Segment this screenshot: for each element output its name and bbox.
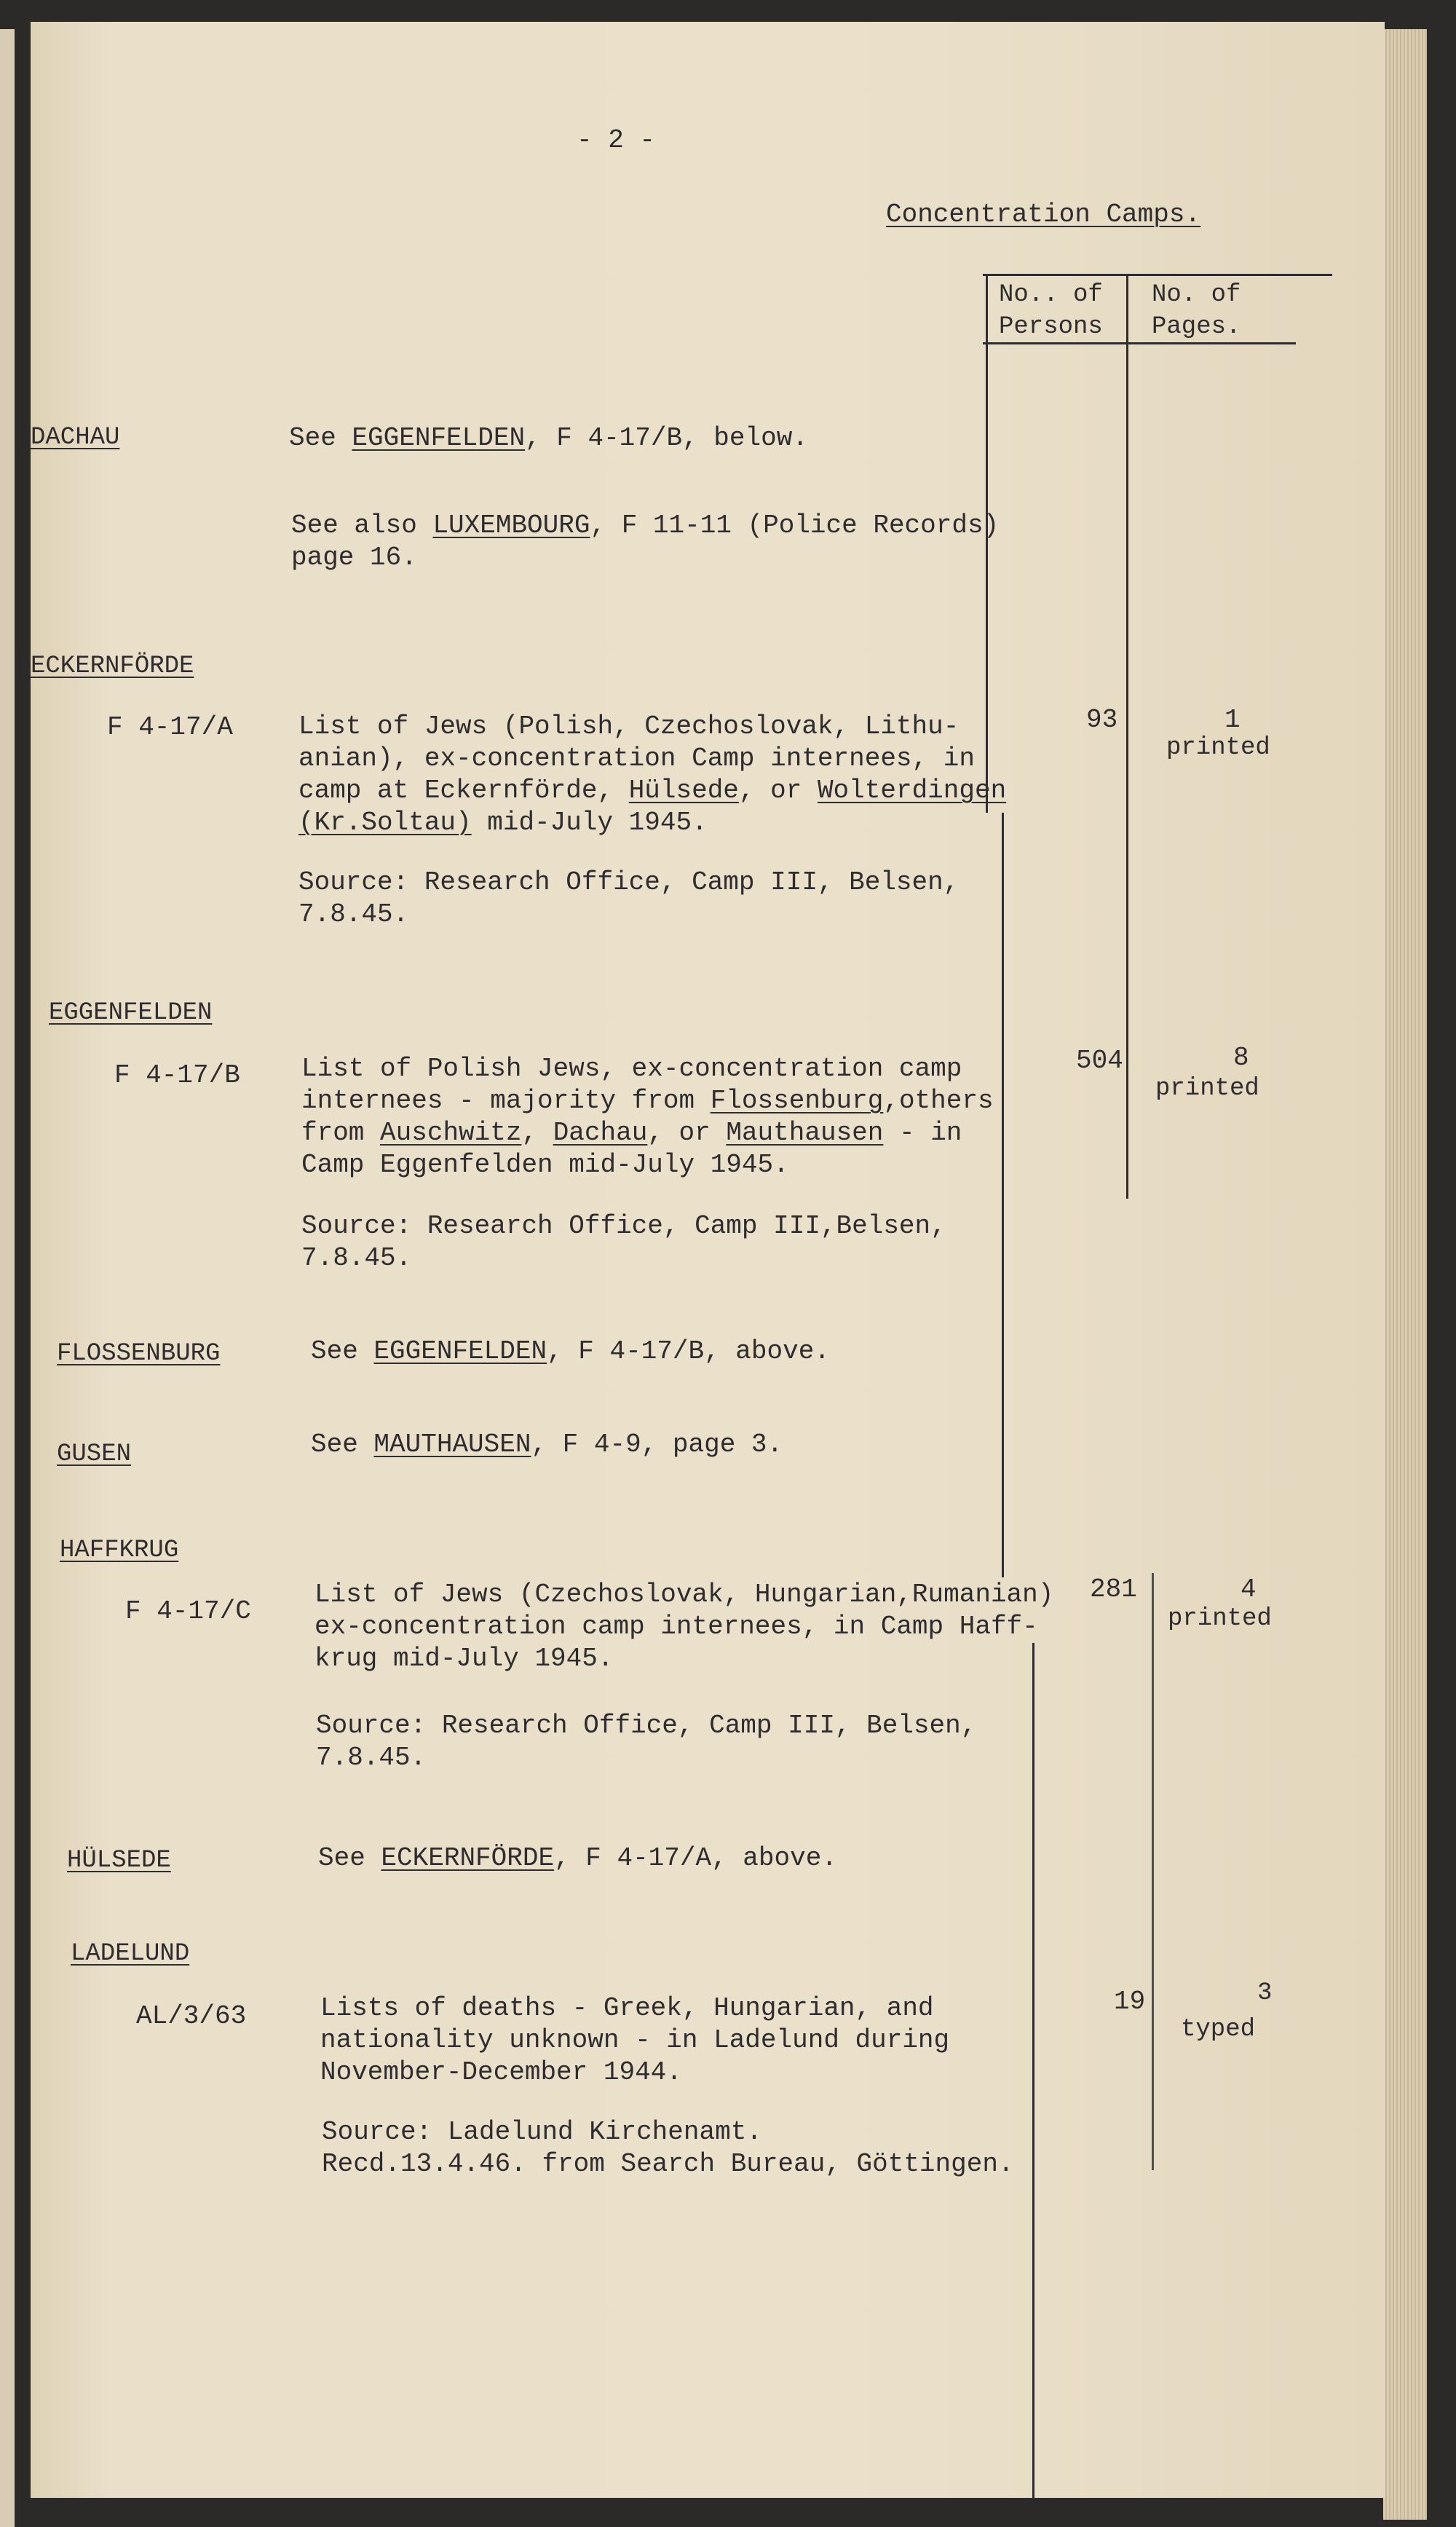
persons-left-rule-upper xyxy=(986,274,988,813)
haffkrug-persons: 281 xyxy=(1090,1574,1137,1604)
pages-left-rule-upper xyxy=(1126,274,1128,1199)
ladelund-source-1: Source: Ladelund Kirchenamt. xyxy=(322,2117,762,2147)
ladelund-ref: AL/3/63 xyxy=(136,2001,247,2031)
book-spine xyxy=(0,29,15,2527)
eggenfelden-desc-2: internees - majority from Flossenburg,others xyxy=(301,1086,994,1116)
camp-name-eckernforde: ECKERNFÖRDE xyxy=(31,653,194,680)
haffkrug-format: printed xyxy=(1168,1605,1272,1633)
camp-name-hulsede: HÜLSEDE xyxy=(67,1847,171,1874)
haffkrug-pages: 4 xyxy=(1241,1574,1257,1604)
ladelund-format: typed xyxy=(1181,2016,1256,2043)
eckernforde-desc-4: (Kr.Soltau) mid-July 1945. xyxy=(298,808,708,837)
hulsede-see-line: See ECKERNFÖRDE, F 4-17/A, above. xyxy=(318,1843,837,1873)
persons-header-line1: No.. of xyxy=(999,281,1103,309)
gusen-see-line: See MAUTHAUSEN, F 4-9, page 3. xyxy=(311,1430,783,1459)
page-edges xyxy=(1383,29,1427,2520)
eckernforde-desc-3: camp at Eckernförde, Hülsede, or Wolterdingen xyxy=(298,776,1007,805)
table-top-rule xyxy=(983,274,1332,276)
eggenfelden-desc-3: from Auschwitz, Dachau, or Mauthausen - in xyxy=(301,1118,962,1148)
ladelund-desc-1: Lists of deaths - Greek, Hungarian, and xyxy=(320,1993,934,2023)
eckernforde-persons: 93 xyxy=(1086,705,1118,735)
dachau-see-ref: EGGENFELDEN xyxy=(352,423,526,453)
persons-left-rule-lower xyxy=(1032,1643,1034,2499)
haffkrug-source-1: Source: Research Office, Camp III, Belsen, xyxy=(316,1711,977,1740)
eggenfelden-desc-4: Camp Eggenfelden mid-July 1945. xyxy=(301,1150,789,1180)
haffkrug-desc-2: ex-concentration camp internees, in Camp Haff- xyxy=(314,1612,1038,1641)
dachau-see-also-line: See also LUXEMBOURG, F 11-11 (Police Records) xyxy=(291,510,1000,540)
eggenfelden-pages: 8 xyxy=(1233,1043,1249,1073)
ladelund-desc-3: November-December 1944. xyxy=(320,2057,682,2087)
page-number: - 2 - xyxy=(577,125,656,155)
persons-left-rule-middle xyxy=(1002,813,1004,1577)
eggenfelden-source-2: 7.8.45. xyxy=(301,1243,412,1273)
pages-header-line1: No. of xyxy=(1152,281,1241,309)
eggenfelden-desc-1: List of Polish Jews, ex-concentration camp xyxy=(301,1054,962,1084)
eckernforde-desc-2: anian), ex-concentration Camp internees, in xyxy=(298,744,975,773)
eckernforde-desc-1: List of Jews (Polish, Czechoslovak, Lithu- xyxy=(298,711,960,741)
eggenfelden-ref: F 4-17/B xyxy=(114,1060,240,1090)
eggenfelden-persons: 504 xyxy=(1076,1046,1123,1076)
dachau-see-also-ref: LUXEMBOURG xyxy=(432,510,590,540)
camp-name-dachau: DACHAU xyxy=(31,424,120,452)
camp-name-gusen: GUSEN xyxy=(57,1440,132,1468)
haffkrug-source-2: 7.8.45. xyxy=(316,1743,427,1773)
haffkrug-desc-3: krug mid-July 1945. xyxy=(314,1644,614,1674)
haffkrug-desc-1: List of Jews (Czechoslovak, Hungarian,Rumanian) xyxy=(314,1580,1054,1609)
ladelund-pages: 3 xyxy=(1257,1979,1273,2007)
camp-name-ladelund: LADELUND xyxy=(71,1940,190,1968)
pages-left-rule-lower xyxy=(1152,1573,1154,2170)
dachau-see-line: See EGGENFELDEN, F 4-17/B, below. xyxy=(289,423,808,453)
flossenburg-see-line: See EGGENFELDEN, F 4-17/B, above. xyxy=(311,1336,830,1366)
eggenfelden-format: printed xyxy=(1155,1075,1259,1103)
ladelund-desc-2: nationality unknown - in Ladelund during xyxy=(320,2025,950,2055)
ladelund-source-2: Recd.13.4.46. from Search Bureau, Göttingen. xyxy=(322,2149,1014,2179)
page-heading: Concentration Camps. xyxy=(886,200,1201,229)
camp-name-haffkrug: HAFFKRUG xyxy=(60,1537,179,1564)
document-page xyxy=(31,22,1385,2498)
haffkrug-ref: F 4-17/C xyxy=(125,1596,251,1626)
eckernforde-source-1: Source: Research Office, Camp III, Belsen, xyxy=(298,867,960,897)
camp-name-eggenfelden: EGGENFELDEN xyxy=(49,999,213,1027)
eckernforde-pages: 1 xyxy=(1224,705,1241,735)
eckernforde-ref: F 4-17/A xyxy=(107,712,233,742)
eggenfelden-source-1: Source: Research Office, Camp III,Belsen, xyxy=(301,1211,946,1241)
dachau-page-line: page 16. xyxy=(291,543,417,572)
persons-header-line2: Persons xyxy=(999,313,1103,341)
eckernforde-format: printed xyxy=(1166,734,1270,762)
pages-header-line2: Pages. xyxy=(1152,313,1241,341)
camp-name-flossenburg: FLOSSENBURG xyxy=(57,1340,221,1368)
eckernforde-source-2: 7.8.45. xyxy=(298,899,409,929)
ladelund-persons: 19 xyxy=(1114,1987,1146,2017)
